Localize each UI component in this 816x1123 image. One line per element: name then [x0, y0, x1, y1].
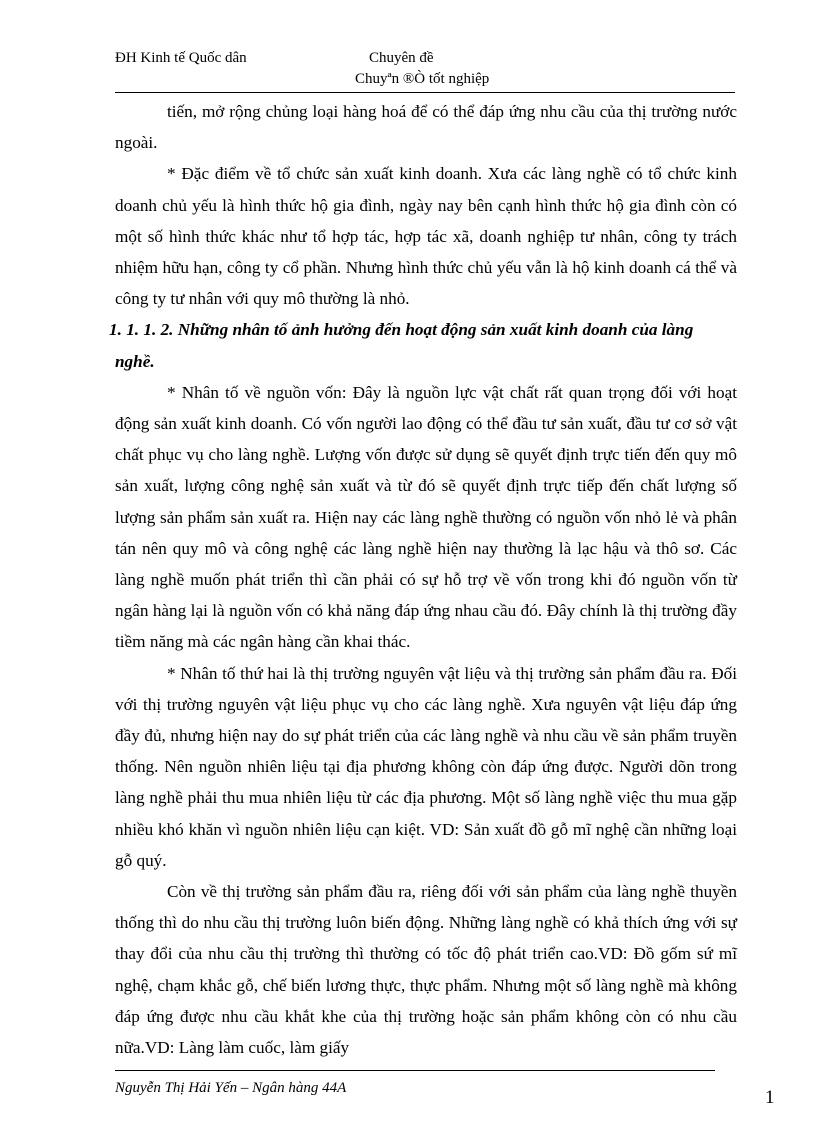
- header-subtitle: Chuyªn ®Ò tốt nghiệp: [355, 71, 490, 87]
- section-heading: 1. 1. 1. 2. Những nhân tố ảnh hưởng đến hoạt động sản xuất kinh doanh của làng nghề.: [109, 320, 694, 371]
- header-title: Chuyên đề: [369, 50, 434, 66]
- footer-divider: [115, 1070, 715, 1071]
- paragraph-continuation: tiến, mở rộng chủng loại hàng hoá để có thể đáp ứng nhu cầu của thị trường nước ngoài.: [115, 102, 737, 153]
- paragraph-materials-market: * Nhân tố thứ hai là thị trường nguyên vật liệu và thị trường sản phẩm đầu ra. Đối với thị trường nguyên vật liệu phục vụ cho các làng nghề. Xưa nguyên vật liệu đáp ứng đầy đủ, nhưng hiện nay do sự phát triển của các làng nghề và nhu cầu về sản phẩm truyền thống. Nên nguồn nhiên liệu tại địa phương không còn đáp ứng được. Người dõn trong làng nghề phải thu mua nhiên liệu từ các địa phương. Một số làng nghề việc thu mua gặp nhiều khó khăn vì nguồn nhiên liệu cạn kiệt. VD: Sản xuất đồ gỗ mĩ nghệ cần những loại gỗ quý.: [115, 663, 737, 870]
- footer-author: Nguyễn Thị Hải Yến – Ngân hàng 44A: [115, 1080, 347, 1096]
- paragraph-organization: * Đặc điểm về tổ chức sản xuất kinh doanh. Xưa các làng nghề có tổ chức kinh doanh chủ yếu là hình thức hộ gia đình, ngày nay bên cạnh hình thức hộ gia đình còn có một số hình thức khác như tổ hợp tác, hợp tác xã, doanh nghiệp tư nhân, công ty trách nhiệm hữu hạn, công ty cổ phần. Nhưng hình thức chủ yếu vẫn là hộ kinh doanh cá thể và công ty tư nhân với quy mô thường là nhỏ.: [115, 164, 737, 309]
- document-body: [109, 96, 737, 1063]
- header-institution: ĐH Kinh tế Quốc dân: [115, 50, 247, 66]
- header-divider: [115, 92, 735, 93]
- paragraph-capital: * Nhân tố về nguồn vốn: Đây là nguồn lực vật chất rất quan trọng đối với hoạt động sản xuất kinh doanh. Có vốn người lao động có thể đầu tư sản xuất, đầu tư cơ sở vật chất phục vụ cho làng nghề. Lượng vốn được sử dụng sẽ quyết định trực tiến đến quy mô sản xuất, lượng công nghệ sản xuất và từ đó sẽ quyết định trực tiếp đến chất lượng số lượng sản phẩm sản xuất ra. Hiện nay các làng nghề thường có nguồn vốn nhỏ lẻ và phân tán nên quy mô và công nghệ các làng nghề hiện nay thường là lạc hậu và thô sơ. Các làng nghề muốn phát triển thì cần phải có sự hỗ trợ về vốn trong khi đó nguồn vốn từ ngân hàng lại là nguồn vốn có khả năng đáp ứng nhau cầu đó. Đây chính là thị trường đầy tiềm năng mà các ngân hàng cần khai thác.: [115, 382, 737, 652]
- page-number: 1: [765, 1087, 775, 1108]
- paragraph-output-market: Còn về thị trường sản phẩm đầu ra, riêng đối với sản phẩm của làng nghề thuyền thống thì do nhu cầu thị trường luôn biến động. Những làng nghề có khả thích ứng với sự thay đổi của nhu cầu thị trường thì thường có tốc độ phát triển cao.VD: Đồ gốm sứ mĩ nghệ, chạm khắc gỗ, chế biến lương thực, thực phẩm. Nhưng một số làng nghề mà không đáp ứng được nhu cầu khắt khe của thị trường hoặc sản phẩm không còn có nhu cầu nữa.VD: Làng làm cuốc, làm giấy: [115, 882, 737, 1058]
